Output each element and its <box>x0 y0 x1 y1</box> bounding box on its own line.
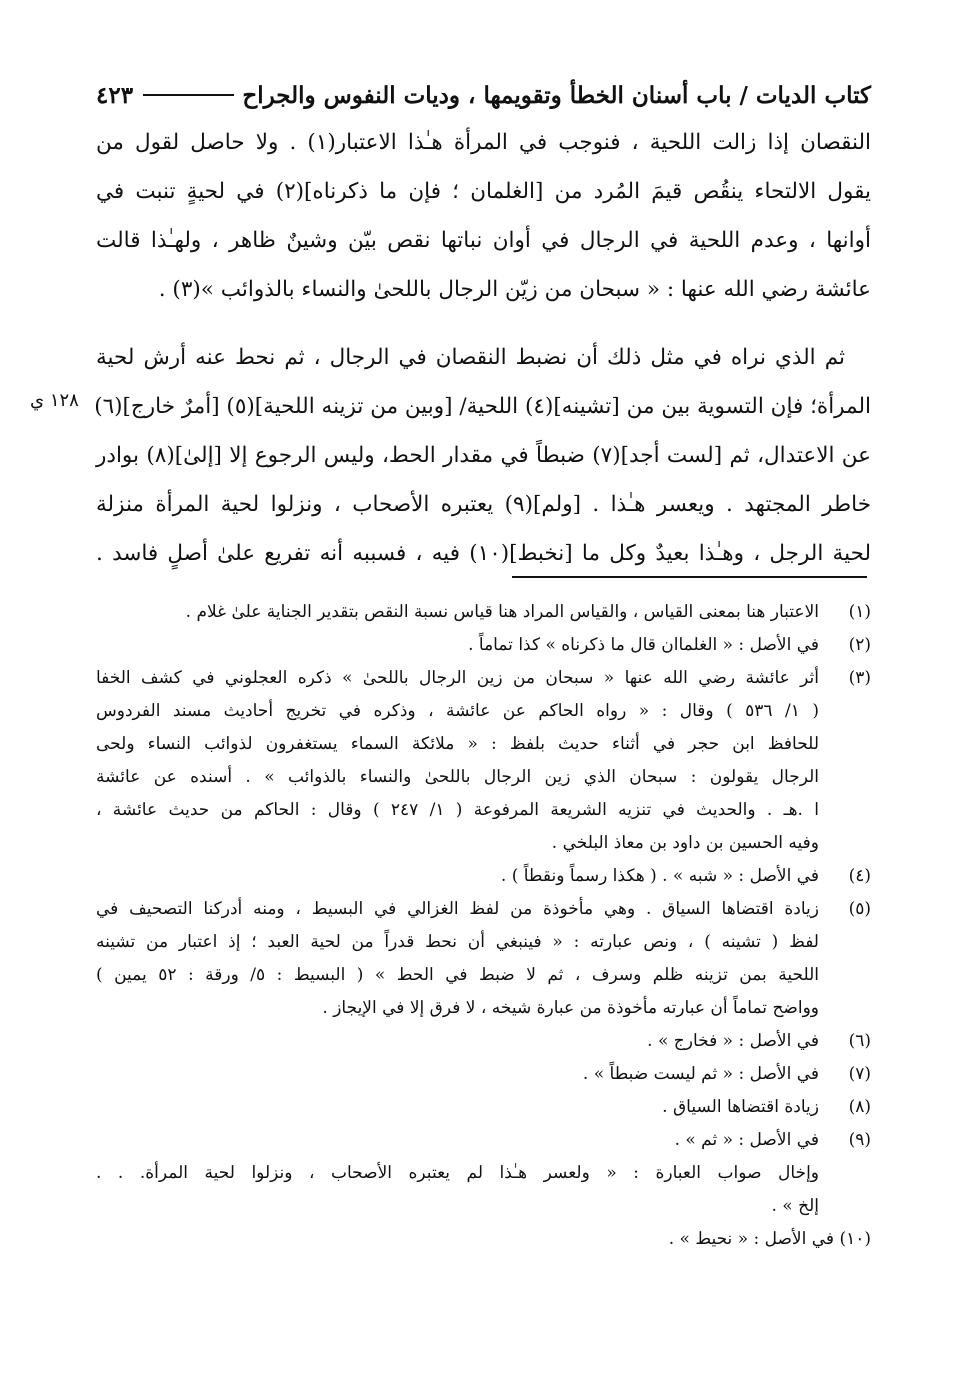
body-line: لحية الرجل ، وهـٰذا بعيدٌ وكل ما [نخبط](١٠) فيه ، فسببه أنه تفريع علىٰ أصلٍ فاسد . <box>96 541 872 566</box>
footnote <box>96 662 871 860</box>
footnote-separator <box>512 576 867 578</box>
footnote-line: أثر عائشة رضي الله عنها « سبحان من زين الرجال باللحىٰ » ذكره العجلوني في كشف الخفا <box>96 668 819 688</box>
footnote-line: في الأصل : « الغلماان قال ما ذكرناه » كذا تماماً . <box>468 635 819 655</box>
footnote-line: وواضح تماماً أن عبارته مأخوذة من عبارة شيخه ، لا فرق إلا في الإيجاز . <box>322 998 819 1018</box>
footnote-line: إلخ » . <box>771 1196 819 1216</box>
body-line: عائشة رضي الله عنها : « سبحان من زيّن الرجال باللحىٰ والنساء بالذوائب »(٣) . <box>158 277 871 302</box>
running-header <box>96 74 871 116</box>
manuscript-folio-note: ١٢٨ ي <box>30 390 79 411</box>
body-line: خاطر المجتهد . ويعسر هـٰذا . [ولم](٩) يعتبره الأصحاب ، ونزلوا لحية المرأة منزلة <box>96 492 871 517</box>
footnote <box>96 1091 871 1124</box>
footnote-number: (٥) <box>848 899 871 919</box>
page-number: ٤٢٣ <box>96 81 134 109</box>
footnote-line: زيادة اقتضاها السياق . <box>662 1097 819 1117</box>
footnote-number: (٩) <box>848 1130 871 1150</box>
footnote <box>96 596 871 629</box>
footnote-line: وإخال صواب العبارة : « ولعسر هـٰذا لم يعتبره الأصحاب ، ونزلوا لحية المرأة. . . <box>96 1163 819 1183</box>
footnote <box>96 893 871 1025</box>
footnote-line: زيادة اقتضاها السياق . وهي مأخوذة من لفظ الغزالي في البسيط ، ومنه أدركنا التصحيف في <box>96 899 819 919</box>
footnote-line: لفظ ( تشينه ) ، ونص عبارته : « فينبغي أن نحط قدراً من لحية العبد ؛ إذ اعتبار من تشينه <box>96 932 819 952</box>
footnote-line: ا .هـ . والحديث في تنزيه الشريعة المرفوعة ( ١/ ٢٤٧ ) وقال : الحاكم من حديث عائشة ، <box>96 800 819 820</box>
footnote-number: (٢) <box>848 635 871 655</box>
footnote-number: (٦) <box>848 1031 871 1051</box>
paragraph-1 <box>96 118 871 314</box>
footnote-number: (٣) <box>848 668 871 688</box>
footnote <box>96 1223 871 1256</box>
paragraph-2 <box>96 333 871 578</box>
footnote-continuation <box>96 1157 871 1223</box>
footnote-line: (١٠) في الأصل : « نحيط » . <box>668 1229 871 1249</box>
footnote <box>96 1124 871 1157</box>
body-line: عن الاعتدال، ثم [لست أجد](٧) ضبطاً في مقدار الحط، وليس الرجوع إلا [إلىٰ](٨) بوادر <box>96 443 871 468</box>
footnote-line: للحافظ ابن حجر في أثناء حديث بلفظ : « ملائكة السماء يستغفرون لذوائب النساء ولحى <box>96 734 819 754</box>
footnote-line: الاعتبار هنا بمعنى القياس ، والقياس المراد هنا قياس نسبة النقص بتقدير الجناية علىٰ غلام . <box>185 602 819 622</box>
footnote <box>96 860 871 893</box>
body-line: ثم الذي نراه في مثل ذلك أن نضبط النقصان في الرجال ، ثم نحط عنه أرش لحية <box>96 345 845 370</box>
footnote-line: في الأصل : « ثم » . <box>674 1130 819 1150</box>
footnote <box>96 1025 871 1058</box>
footnote-line: ( ١/ ٥٣٦ ) وقال : « رواه الحاكم عن عائشة ، وذكره في تخريج أحاديث مسند الفردوس <box>96 701 819 721</box>
footnote-line: في الأصل : « ثم ليست ضبطاً » . <box>582 1064 819 1084</box>
body-line: أوانها ، وعدم اللحية في الرجال في أوان نباتها نقص بيّن وشينٌ ظاهر ، ولهـٰذا قالت <box>96 228 871 253</box>
footnote-line: الرجال يقولون : سبحان الذي زين الرجال باللحىٰ والنساء بالذوائب » . أسنده عن عائشة <box>96 767 819 787</box>
header-dash <box>143 94 234 96</box>
header-title: كتاب الديات / باب أسنان الخطأ وتقويمها ، وديات النفوس والجراح <box>242 81 871 109</box>
footnote-line: في الأصل : « شبه » . ( هكذا رسماً ونقطاً ) . <box>500 866 819 886</box>
footnotes <box>96 596 871 1256</box>
body-line: يقول الالتحاء ينقُص قيمَ المُرد من [الغلمان ؛ فإن ما ذكرناه](٢) في لحيةٍ تنبت في <box>96 179 871 204</box>
body-line: النقصان إذا زالت اللحية ، فنوجب في المرأة هـٰذا الاعتبار(١) . ولا حاصل لقول من <box>96 130 871 155</box>
footnote-line: وفيه الحسين بن داود بن معاذ البلخي . <box>551 833 819 853</box>
footnote-line: في الأصل : « فخارج » . <box>647 1031 819 1051</box>
footnote-number: (٧) <box>848 1064 871 1084</box>
footnote-number: (١) <box>848 602 871 622</box>
footnote-number: (٤) <box>848 866 871 886</box>
footnote-line: اللحية بمن تزينه ظلم وسرف ، ثم لا ضبط في الحط » ( البسيط : ٥/ ورقة : ٥٢ يمين ) <box>96 965 819 985</box>
footnote-number: (٨) <box>848 1097 871 1117</box>
footnote <box>96 1058 871 1091</box>
footnote <box>96 629 871 662</box>
body-line: المرأة؛ فإن التسوية بين من [تشينه](٤) اللحية/ [وبين من تزينه اللحية](٥) [أمرٌ خارج](٦) <box>94 394 871 419</box>
